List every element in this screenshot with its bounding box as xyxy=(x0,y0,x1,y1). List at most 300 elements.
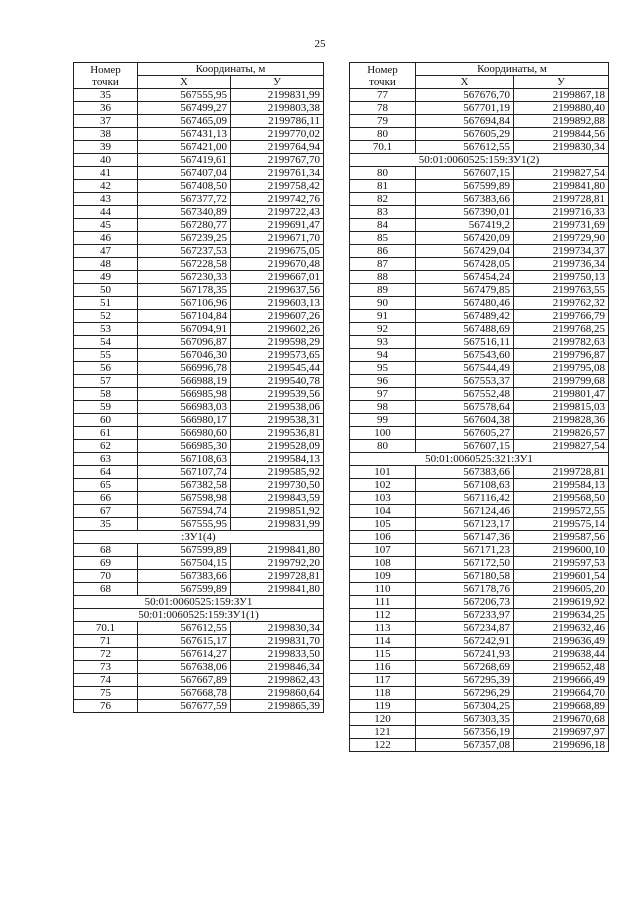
x-coordinate-cell: 567295,39 xyxy=(416,674,514,687)
x-coordinate-cell: 567429,04 xyxy=(416,245,514,258)
table-row xyxy=(74,544,324,557)
y-coordinate-cell: 2199851,92 xyxy=(231,505,324,518)
x-coordinate-cell: 567171,23 xyxy=(416,544,514,557)
table-row xyxy=(74,115,324,128)
y-coordinate-cell: 2199584,13 xyxy=(514,479,609,492)
y-coordinate-cell: 2199572,55 xyxy=(514,505,609,518)
section-row xyxy=(74,531,324,544)
table-row xyxy=(350,323,609,336)
x-header: X xyxy=(138,76,231,89)
y-coordinate-cell: 2199831,99 xyxy=(231,518,324,531)
point-number-cell: 88 xyxy=(350,271,416,284)
x-coordinate-cell: 566980,17 xyxy=(138,414,231,427)
y-coordinate-cell: 2199815,03 xyxy=(514,401,609,414)
point-number-cell: 41 xyxy=(74,167,138,180)
y-coordinate-cell: 2199670,68 xyxy=(514,713,609,726)
point-number-header: Номер точки xyxy=(74,63,138,89)
x-coordinate-cell: 567488,69 xyxy=(416,323,514,336)
y-coordinate-cell: 2199880,40 xyxy=(514,102,609,115)
x-coordinate-cell: 567544,49 xyxy=(416,362,514,375)
y-coordinate-cell: 2199750,13 xyxy=(514,271,609,284)
point-number-cell: 53 xyxy=(74,323,138,336)
point-number-cell: 85 xyxy=(350,232,416,245)
section-label: 50:01:0060525:159:ЗУ1 xyxy=(74,596,324,609)
x-coordinate-cell: 567230,33 xyxy=(138,271,231,284)
table-row xyxy=(350,479,609,492)
y-coordinate-cell: 2199830,34 xyxy=(514,141,609,154)
table-row xyxy=(350,609,609,622)
y-coordinate-cell: 2199846,34 xyxy=(231,661,324,674)
y-coordinate-cell: 2199664,70 xyxy=(514,687,609,700)
x-coordinate-cell: 567543,60 xyxy=(416,349,514,362)
x-coordinate-cell: 567555,95 xyxy=(138,518,231,531)
x-coordinate-cell: 567390,01 xyxy=(416,206,514,219)
x-coordinate-cell: 567280,77 xyxy=(138,219,231,232)
table-row xyxy=(74,388,324,401)
y-coordinate-cell: 2199585,92 xyxy=(231,466,324,479)
y-coordinate-cell: 2199786,11 xyxy=(231,115,324,128)
point-number-cell: 111 xyxy=(350,596,416,609)
x-coordinate-cell: 567303,35 xyxy=(416,713,514,726)
y-coordinate-cell: 2199670,48 xyxy=(231,258,324,271)
y-coordinate-cell: 2199843,59 xyxy=(231,492,324,505)
y-coordinate-cell: 2199844,56 xyxy=(514,128,609,141)
point-number-cell: 35 xyxy=(74,518,138,531)
point-number-cell: 46 xyxy=(74,232,138,245)
table-row xyxy=(350,544,609,557)
section-label: 50:01:0060525:321:ЗУ1 xyxy=(350,453,609,466)
x-coordinate-cell: 567382,58 xyxy=(138,479,231,492)
y-coordinate-cell: 2199826,57 xyxy=(514,427,609,440)
coordinates-table-right xyxy=(349,62,609,752)
table-row xyxy=(74,271,324,284)
table-row xyxy=(350,388,609,401)
table-row xyxy=(74,687,324,700)
table-row xyxy=(350,89,609,102)
point-number-cell: 86 xyxy=(350,245,416,258)
point-number-cell: 84 xyxy=(350,219,416,232)
table-row xyxy=(74,245,324,258)
table-row xyxy=(74,180,324,193)
x-coordinate-cell: 567499,27 xyxy=(138,102,231,115)
point-number-cell: 45 xyxy=(74,219,138,232)
point-number-cell: 72 xyxy=(74,648,138,661)
table-row xyxy=(350,726,609,739)
table-row xyxy=(350,362,609,375)
y-coordinate-cell: 2199545,44 xyxy=(231,362,324,375)
table-row xyxy=(74,440,324,453)
section-row xyxy=(350,154,609,167)
section-row xyxy=(350,453,609,466)
x-coordinate-cell: 567615,17 xyxy=(138,635,231,648)
table-row xyxy=(350,180,609,193)
y-coordinate-cell: 2199636,49 xyxy=(514,635,609,648)
y-coordinate-cell: 2199729,90 xyxy=(514,232,609,245)
x-coordinate-cell: 567428,05 xyxy=(416,258,514,271)
y-coordinate-cell: 2199862,43 xyxy=(231,674,324,687)
y-coordinate-cell: 2199722,43 xyxy=(231,206,324,219)
x-coordinate-cell: 567614,27 xyxy=(138,648,231,661)
table-row xyxy=(350,206,609,219)
coordinates-header: Координаты, м xyxy=(416,63,609,76)
point-number-cell: 97 xyxy=(350,388,416,401)
table-body-left xyxy=(74,89,324,713)
point-number-cell: 43 xyxy=(74,193,138,206)
table-row xyxy=(74,193,324,206)
x-coordinate-cell: 567454,24 xyxy=(416,271,514,284)
table-row xyxy=(350,284,609,297)
y-coordinate-cell: 2199770,02 xyxy=(231,128,324,141)
x-coordinate-cell: 567107,74 xyxy=(138,466,231,479)
x-coordinate-cell: 567094,91 xyxy=(138,323,231,336)
table-row xyxy=(74,336,324,349)
point-number-cell: 107 xyxy=(350,544,416,557)
x-coordinate-cell: 567605,29 xyxy=(416,128,514,141)
table-row xyxy=(74,661,324,674)
table-row xyxy=(74,401,324,414)
point-number-cell: 42 xyxy=(74,180,138,193)
point-number-cell: 121 xyxy=(350,726,416,739)
x-coordinate-cell: 566985,98 xyxy=(138,388,231,401)
y-coordinate-cell: 2199830,34 xyxy=(231,622,324,635)
y-coordinate-cell: 2199831,70 xyxy=(231,635,324,648)
table-row xyxy=(350,232,609,245)
y-coordinate-cell: 2199768,25 xyxy=(514,323,609,336)
x-coordinate-cell: 567237,53 xyxy=(138,245,231,258)
table-row xyxy=(350,531,609,544)
point-number-cell: 76 xyxy=(74,700,138,713)
y-coordinate-cell: 2199867,18 xyxy=(514,89,609,102)
point-number-cell: 64 xyxy=(74,466,138,479)
point-number-cell: 110 xyxy=(350,583,416,596)
section-label: :ЗУ1(4) xyxy=(74,531,324,544)
table-row xyxy=(350,635,609,648)
point-number-cell: 95 xyxy=(350,362,416,375)
x-coordinate-cell: 567431,13 xyxy=(138,128,231,141)
point-number-cell: 89 xyxy=(350,284,416,297)
table-row xyxy=(74,89,324,102)
point-number-cell: 51 xyxy=(74,297,138,310)
x-coordinate-cell: 567599,89 xyxy=(138,583,231,596)
y-coordinate-cell: 2199761,34 xyxy=(231,167,324,180)
table-row xyxy=(74,154,324,167)
point-number-cell: 79 xyxy=(350,115,416,128)
point-number-cell: 73 xyxy=(74,661,138,674)
coordinates-table-left xyxy=(73,62,324,713)
point-number-cell: 61 xyxy=(74,427,138,440)
point-number-cell: 122 xyxy=(350,739,416,752)
point-number-cell: 117 xyxy=(350,674,416,687)
x-coordinate-cell: 567147,36 xyxy=(416,531,514,544)
y-header: У xyxy=(514,76,609,89)
table-row xyxy=(74,362,324,375)
table-row xyxy=(350,518,609,531)
table-row xyxy=(74,414,324,427)
y-coordinate-cell: 2199573,65 xyxy=(231,349,324,362)
point-number-cell: 100 xyxy=(350,427,416,440)
table-row xyxy=(350,713,609,726)
y-coordinate-cell: 2199742,76 xyxy=(231,193,324,206)
x-coordinate-cell: 567504,15 xyxy=(138,557,231,570)
x-coordinate-cell: 567552,48 xyxy=(416,388,514,401)
table-row xyxy=(74,375,324,388)
y-coordinate-cell: 2199796,87 xyxy=(514,349,609,362)
y-coordinate-cell: 2199696,18 xyxy=(514,739,609,752)
point-number-cell: 98 xyxy=(350,401,416,414)
point-number-cell: 92 xyxy=(350,323,416,336)
point-number-cell: 83 xyxy=(350,206,416,219)
x-coordinate-cell: 566996,78 xyxy=(138,362,231,375)
y-coordinate-cell: 2199865,39 xyxy=(231,700,324,713)
table-row xyxy=(350,661,609,674)
y-coordinate-cell: 2199734,37 xyxy=(514,245,609,258)
point-number-cell: 49 xyxy=(74,271,138,284)
table-row xyxy=(350,310,609,323)
x-coordinate-cell: 567407,04 xyxy=(138,167,231,180)
point-number-cell: 120 xyxy=(350,713,416,726)
table-row xyxy=(74,518,324,531)
table-row xyxy=(350,141,609,154)
section-row xyxy=(74,596,324,609)
table-row xyxy=(350,505,609,518)
table-row xyxy=(350,219,609,232)
y-coordinate-cell: 2199568,50 xyxy=(514,492,609,505)
point-number-cell: 60 xyxy=(74,414,138,427)
table-row xyxy=(74,323,324,336)
x-coordinate-cell: 567123,17 xyxy=(416,518,514,531)
y-coordinate-cell: 2199675,05 xyxy=(231,245,324,258)
point-number-cell: 101 xyxy=(350,466,416,479)
x-coordinate-cell: 567242,91 xyxy=(416,635,514,648)
table-row xyxy=(74,284,324,297)
y-coordinate-cell: 2199728,81 xyxy=(514,466,609,479)
y-coordinate-cell: 2199728,81 xyxy=(231,570,324,583)
point-number-cell: 96 xyxy=(350,375,416,388)
point-number-cell: 80 xyxy=(350,128,416,141)
y-coordinate-cell: 2199632,46 xyxy=(514,622,609,635)
table-row xyxy=(74,570,324,583)
point-number-cell: 109 xyxy=(350,570,416,583)
table-row xyxy=(74,648,324,661)
point-number-cell: 115 xyxy=(350,648,416,661)
point-number-cell: 68 xyxy=(74,544,138,557)
y-coordinate-cell: 2199666,49 xyxy=(514,674,609,687)
point-number-cell: 78 xyxy=(350,102,416,115)
point-number-cell: 57 xyxy=(74,375,138,388)
x-coordinate-cell: 567489,42 xyxy=(416,310,514,323)
x-coordinate-cell: 567108,63 xyxy=(416,479,514,492)
y-coordinate-cell: 2199634,25 xyxy=(514,609,609,622)
table-row xyxy=(350,440,609,453)
point-number-cell: 44 xyxy=(74,206,138,219)
table-row xyxy=(74,505,324,518)
coordinates-header: Координаты, м xyxy=(138,63,324,76)
y-coordinate-cell: 2199763,55 xyxy=(514,284,609,297)
y-coordinate-cell: 2199575,14 xyxy=(514,518,609,531)
x-coordinate-cell: 567578,64 xyxy=(416,401,514,414)
point-number-cell: 91 xyxy=(350,310,416,323)
point-number-cell: 58 xyxy=(74,388,138,401)
point-number-cell: 81 xyxy=(350,180,416,193)
x-coordinate-cell: 567421,00 xyxy=(138,141,231,154)
point-number-cell: 52 xyxy=(74,310,138,323)
x-coordinate-cell: 567234,87 xyxy=(416,622,514,635)
point-number-cell: 87 xyxy=(350,258,416,271)
y-coordinate-cell: 2199803,38 xyxy=(231,102,324,115)
y-coordinate-cell: 2199538,31 xyxy=(231,414,324,427)
x-coordinate-cell: 567604,38 xyxy=(416,414,514,427)
table-row xyxy=(350,349,609,362)
y-coordinate-cell: 2199892,88 xyxy=(514,115,609,128)
point-number-cell: 116 xyxy=(350,661,416,674)
table-row xyxy=(74,466,324,479)
point-number-cell: 47 xyxy=(74,245,138,258)
y-coordinate-cell: 2199540,78 xyxy=(231,375,324,388)
x-coordinate-cell: 567480,46 xyxy=(416,297,514,310)
y-coordinate-cell: 2199605,20 xyxy=(514,583,609,596)
x-coordinate-cell: 567124,46 xyxy=(416,505,514,518)
y-coordinate-cell: 2199587,56 xyxy=(514,531,609,544)
table-row xyxy=(350,674,609,687)
x-coordinate-cell: 567612,55 xyxy=(416,141,514,154)
x-coordinate-cell: 567408,50 xyxy=(138,180,231,193)
point-number-cell: 62 xyxy=(74,440,138,453)
y-coordinate-cell: 2199600,10 xyxy=(514,544,609,557)
x-coordinate-cell: 567296,29 xyxy=(416,687,514,700)
y-header: У xyxy=(231,76,324,89)
point-number-cell: 55 xyxy=(74,349,138,362)
point-number-cell: 112 xyxy=(350,609,416,622)
x-coordinate-cell: 567383,66 xyxy=(416,466,514,479)
x-coordinate-cell: 567667,89 xyxy=(138,674,231,687)
x-coordinate-cell: 567268,69 xyxy=(416,661,514,674)
x-coordinate-cell: 567599,89 xyxy=(416,180,514,193)
y-coordinate-cell: 2199691,47 xyxy=(231,219,324,232)
point-number-cell: 114 xyxy=(350,635,416,648)
y-coordinate-cell: 2199841,80 xyxy=(231,583,324,596)
y-coordinate-cell: 2199764,94 xyxy=(231,141,324,154)
point-number-cell: 54 xyxy=(74,336,138,349)
y-coordinate-cell: 2199767,70 xyxy=(231,154,324,167)
x-coordinate-cell: 567233,97 xyxy=(416,609,514,622)
y-coordinate-cell: 2199668,89 xyxy=(514,700,609,713)
y-coordinate-cell: 2199792,20 xyxy=(231,557,324,570)
y-coordinate-cell: 2199762,32 xyxy=(514,297,609,310)
y-coordinate-cell: 2199607,26 xyxy=(231,310,324,323)
y-coordinate-cell: 2199801,47 xyxy=(514,388,609,401)
point-number-cell: 35 xyxy=(74,89,138,102)
section-label: 50:01:0060525:159:ЗУ1(1) xyxy=(74,609,324,622)
table-row xyxy=(350,297,609,310)
x-coordinate-cell: 566980,60 xyxy=(138,427,231,440)
table-row xyxy=(350,583,609,596)
point-number-cell: 50 xyxy=(74,284,138,297)
x-coordinate-cell: 567605,27 xyxy=(416,427,514,440)
table-row xyxy=(74,206,324,219)
point-number-cell: 113 xyxy=(350,622,416,635)
table-row xyxy=(74,583,324,596)
table-row xyxy=(350,700,609,713)
point-number-cell: 39 xyxy=(74,141,138,154)
table-row xyxy=(350,167,609,180)
point-number-cell: 103 xyxy=(350,492,416,505)
x-coordinate-cell: 567383,66 xyxy=(416,193,514,206)
point-number-cell: 105 xyxy=(350,518,416,531)
y-coordinate-cell: 2199597,53 xyxy=(514,557,609,570)
point-number-cell: 38 xyxy=(74,128,138,141)
section-row xyxy=(74,609,324,622)
x-coordinate-cell: 567206,73 xyxy=(416,596,514,609)
x-coordinate-cell: 567046,30 xyxy=(138,349,231,362)
point-number-cell: 59 xyxy=(74,401,138,414)
x-coordinate-cell: 567108,63 xyxy=(138,453,231,466)
x-coordinate-cell: 567104,84 xyxy=(138,310,231,323)
x-coordinate-cell: 567178,76 xyxy=(416,583,514,596)
table-row xyxy=(74,310,324,323)
table-row xyxy=(350,245,609,258)
x-coordinate-cell: 567377,72 xyxy=(138,193,231,206)
point-number-cell: 56 xyxy=(74,362,138,375)
table-row xyxy=(350,466,609,479)
x-coordinate-cell: 567357,08 xyxy=(416,739,514,752)
table-row xyxy=(350,258,609,271)
table-row xyxy=(74,479,324,492)
table-row xyxy=(350,375,609,388)
y-coordinate-cell: 2199758,42 xyxy=(231,180,324,193)
y-coordinate-cell: 2199799,68 xyxy=(514,375,609,388)
table-body-right xyxy=(350,89,609,752)
table-row xyxy=(350,687,609,700)
table-row xyxy=(350,271,609,284)
table-row xyxy=(350,414,609,427)
table-row xyxy=(350,492,609,505)
x-coordinate-cell: 567701,19 xyxy=(416,102,514,115)
table-row xyxy=(74,232,324,245)
y-coordinate-cell: 2199697,97 xyxy=(514,726,609,739)
x-coordinate-cell: 567555,95 xyxy=(138,89,231,102)
x-coordinate-cell: 567096,87 xyxy=(138,336,231,349)
x-coordinate-cell: 566985,30 xyxy=(138,440,231,453)
point-number-cell: 102 xyxy=(350,479,416,492)
point-number-cell: 82 xyxy=(350,193,416,206)
y-coordinate-cell: 2199795,08 xyxy=(514,362,609,375)
x-coordinate-cell: 567465,09 xyxy=(138,115,231,128)
x-coordinate-cell: 567607,15 xyxy=(416,167,514,180)
y-coordinate-cell: 2199833,50 xyxy=(231,648,324,661)
point-number-cell: 63 xyxy=(74,453,138,466)
x-coordinate-cell: 567599,89 xyxy=(138,544,231,557)
point-number-cell: 70.1 xyxy=(74,622,138,635)
point-number-cell: 40 xyxy=(74,154,138,167)
x-coordinate-cell: 567356,19 xyxy=(416,726,514,739)
table-row xyxy=(74,427,324,440)
x-coordinate-cell: 567668,78 xyxy=(138,687,231,700)
page-number: 25 xyxy=(314,38,326,50)
y-coordinate-cell: 2199841,80 xyxy=(514,180,609,193)
x-coordinate-cell: 567241,93 xyxy=(416,648,514,661)
x-header: X xyxy=(416,76,514,89)
y-coordinate-cell: 2199827,54 xyxy=(514,167,609,180)
table-row xyxy=(74,219,324,232)
point-number-cell: 119 xyxy=(350,700,416,713)
table-row xyxy=(74,141,324,154)
table-row xyxy=(350,622,609,635)
point-number-cell: 74 xyxy=(74,674,138,687)
section-label: 50:01:0060525:159:ЗУ1(2) xyxy=(350,154,609,167)
point-number-cell: 90 xyxy=(350,297,416,310)
x-coordinate-cell: 567340,89 xyxy=(138,206,231,219)
y-coordinate-cell: 2199528,09 xyxy=(231,440,324,453)
